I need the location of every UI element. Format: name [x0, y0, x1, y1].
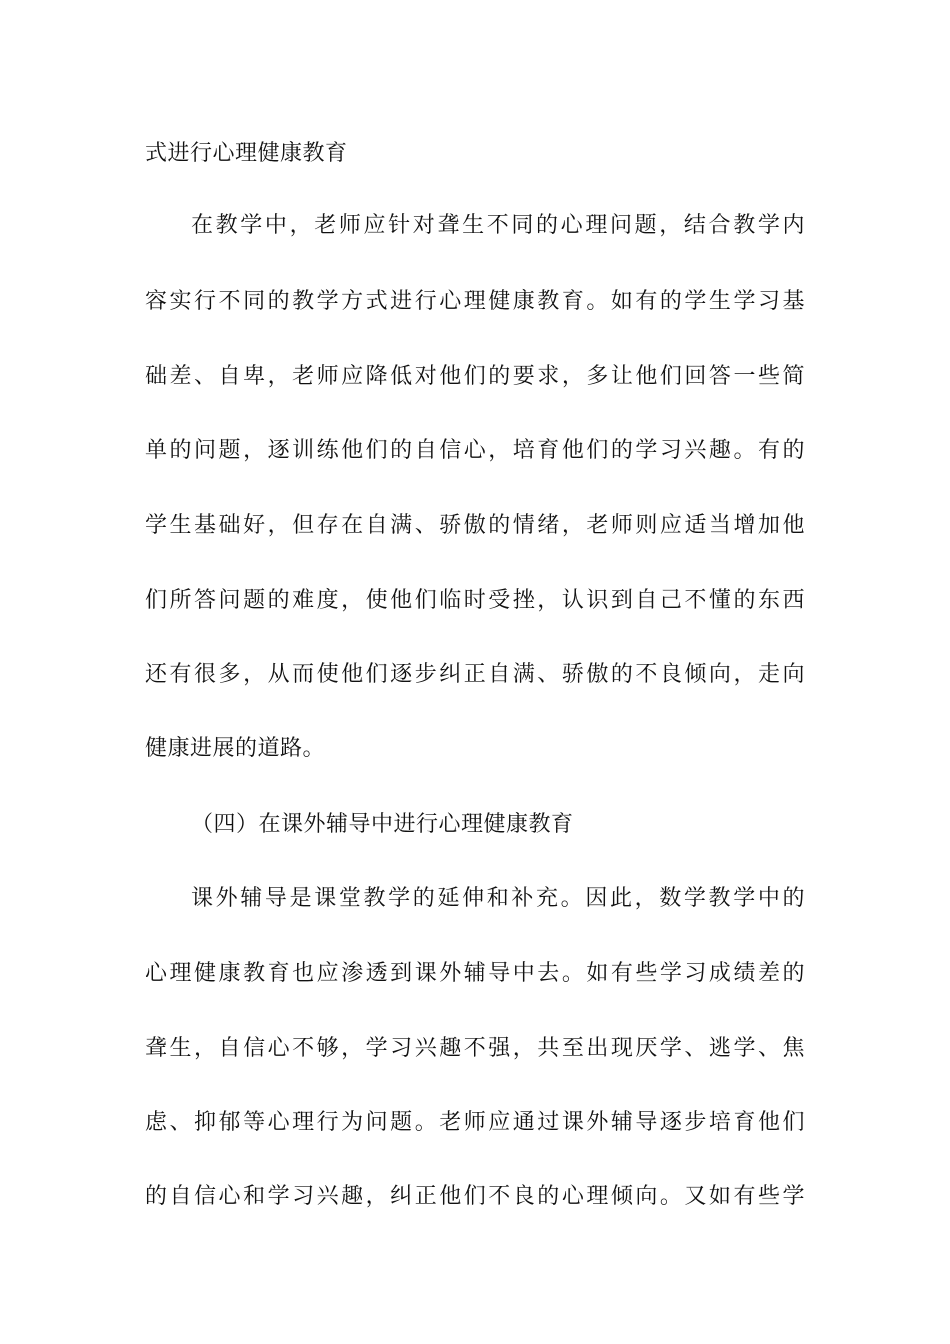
text-line: 还有很多，从而使他们逐步纠正自满、骄傲的不良倾向，走向: [145, 662, 805, 687]
text-line: 们所答问题的难度，使他们临时受挫，认识到自己不懂的东西: [145, 588, 805, 613]
text-line: 学生基础好，但存在自满、骄傲的情绪，老师则应适当增加他: [145, 513, 805, 538]
paragraph-first-line: 在教学中，老师应针对聋生不同的心理问题，结合教学内: [191, 213, 805, 238]
text-line: 础差、自卑，老师应降低对他们的要求，多让他们回答一些简: [145, 364, 805, 389]
paragraph-first-line: 课外辅导是课堂教学的延伸和补充。因此，数学教学中的: [191, 886, 805, 911]
text-line: 虑、抑郁等心理行为问题。老师应通过课外辅导逐步培育他们: [145, 1110, 805, 1135]
text-line: 聋生，自信心不够，学习兴趣不强，共至出现厌学、逃学、焦: [145, 1036, 805, 1061]
text-line: 心理健康教育也应渗透到课外辅导中去。如有些学习成绩差的: [145, 961, 805, 986]
text-line: 单的问题，逐训练他们的自信心，培育他们的学习兴趣。有的: [145, 438, 805, 463]
text-line: 容实行不同的教学方式进行心理健康教育。如有的学生学习基: [145, 289, 805, 314]
section-heading: （四）在课外辅导中进行心理健康教育: [191, 812, 574, 837]
text-line: 的自信心和学习兴趣，纠正他们不良的心理倾向。又如有些学: [145, 1184, 805, 1209]
text-line: 健康进展的道路。: [145, 736, 326, 761]
text-line: 式进行心理健康教育: [145, 141, 348, 166]
